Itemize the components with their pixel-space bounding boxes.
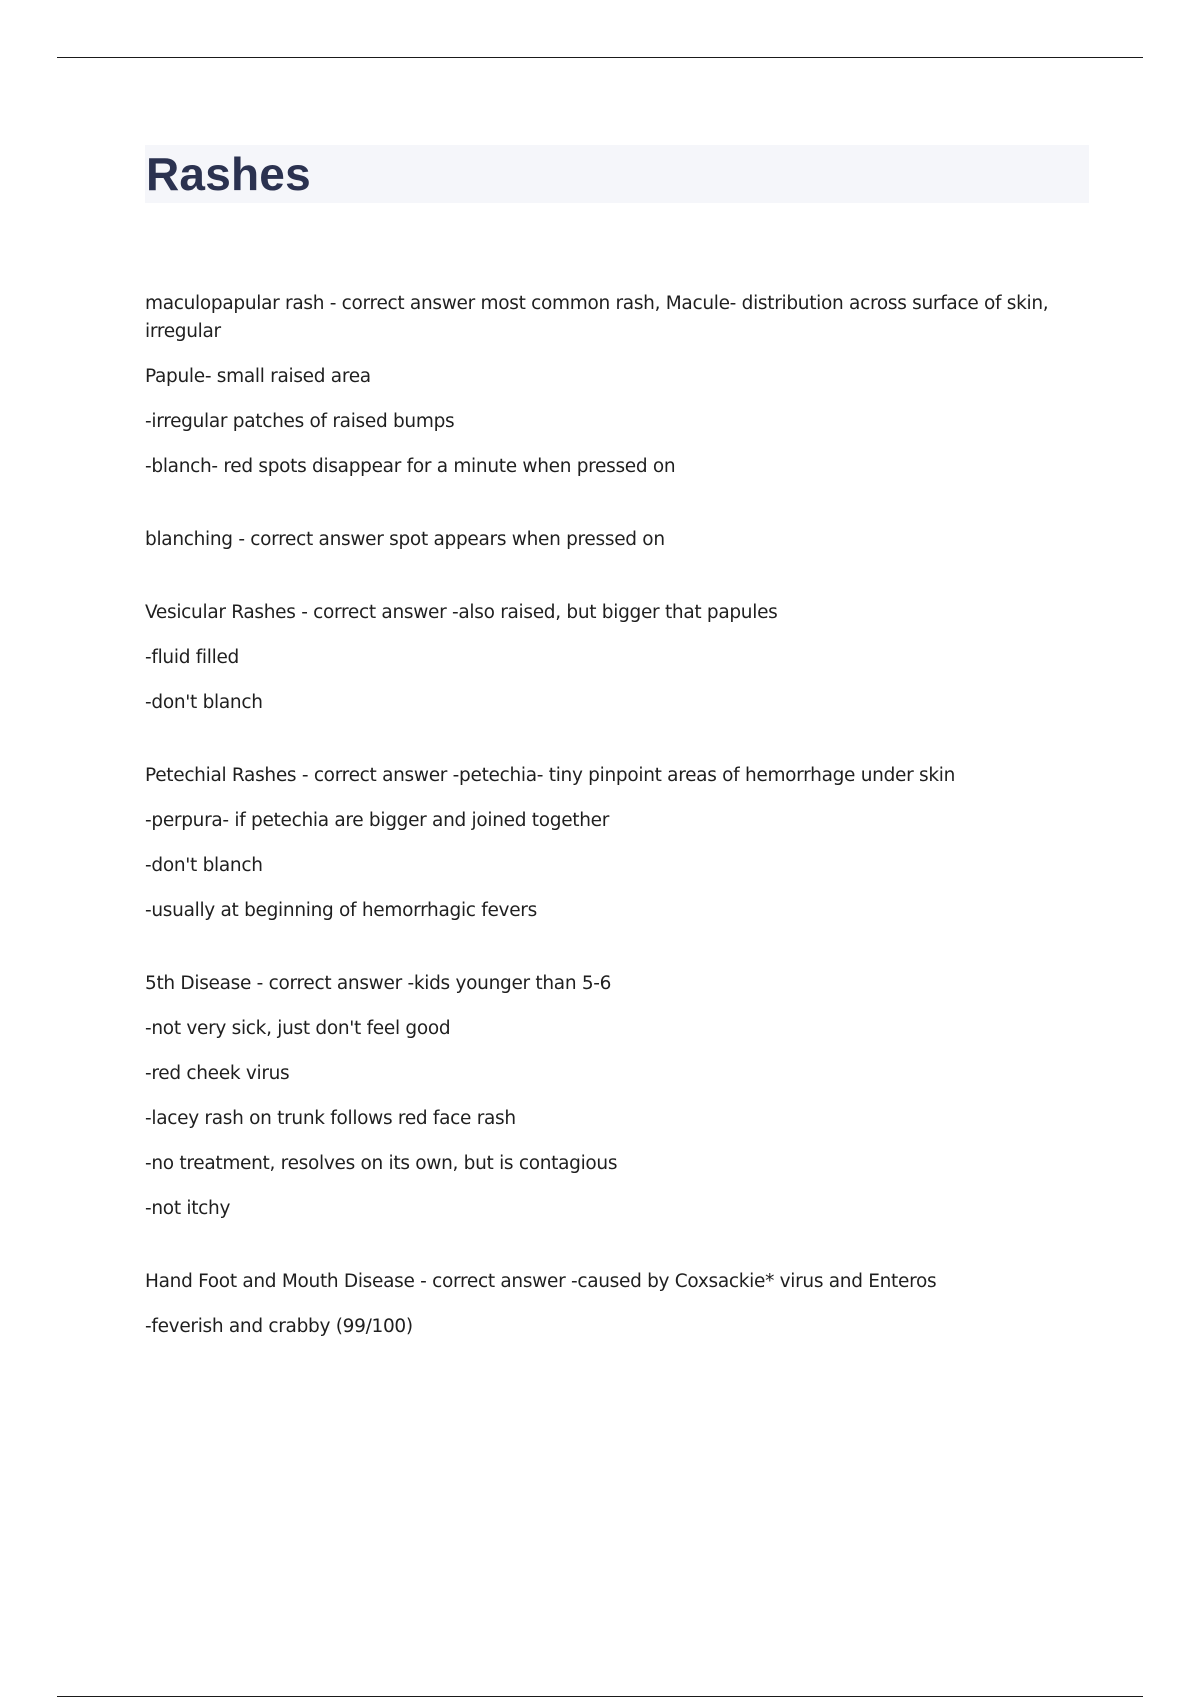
entry-line: Petechial Rashes - correct answer -petechia- tiny pinpoint areas of hemorrhage under skin bbox=[145, 765, 955, 786]
entry-line: -not very sick, just don't feel good bbox=[145, 1018, 451, 1039]
entry-line: Vesicular Rashes - correct answer -also raised, but bigger that papules bbox=[145, 602, 778, 623]
entry-line: -fluid filled bbox=[145, 647, 239, 668]
entry-line: -don't blanch bbox=[145, 692, 263, 713]
entry-line: -irregular patches of raised bumps bbox=[145, 411, 455, 432]
page-title: Rashes bbox=[146, 148, 311, 200]
entry-line: -no treatment, resolves on its own, but is contagious bbox=[145, 1153, 618, 1174]
entry-line: -blanch- red spots disappear for a minute when pressed on bbox=[145, 456, 676, 477]
entry-line: -perpura- if petechia are bigger and joined together bbox=[145, 810, 610, 831]
entry-line: maculopapular rash - correct answer most common rash, Macule- distribution across surface of skin, irregular bbox=[145, 293, 1049, 342]
entry-line: -usually at beginning of hemorrhagic fevers bbox=[145, 900, 537, 921]
footer-rule bbox=[57, 1696, 1143, 1697]
document-body bbox=[145, 290, 1080, 1341]
entry-hand-foot-mouth-disease bbox=[145, 1268, 1080, 1341]
entry-petechial-rashes bbox=[145, 762, 1080, 925]
entry-line: -feverish and crabby (99/100) bbox=[145, 1316, 413, 1337]
entry-line: Papule- small raised area bbox=[145, 366, 371, 387]
header-rule bbox=[57, 57, 1143, 58]
entry-5th-disease bbox=[145, 970, 1080, 1223]
entry-line: Hand Foot and Mouth Disease - correct answer -caused by Coxsackie* virus and Enteros bbox=[145, 1271, 937, 1292]
entry-line: blanching - correct answer spot appears when pressed on bbox=[145, 529, 665, 550]
entry-line: -lacey rash on trunk follows red face rash bbox=[145, 1108, 516, 1129]
entry-line: -red cheek virus bbox=[145, 1063, 290, 1084]
entry-vesicular-rashes bbox=[145, 599, 1080, 717]
entry-maculopapular-rash bbox=[145, 290, 1080, 481]
entry-line: 5th Disease - correct answer -kids younger than 5-6 bbox=[145, 973, 612, 994]
entry-line: -don't blanch bbox=[145, 855, 263, 876]
entry-line: -not itchy bbox=[145, 1198, 231, 1219]
entry-blanching bbox=[145, 526, 1080, 554]
